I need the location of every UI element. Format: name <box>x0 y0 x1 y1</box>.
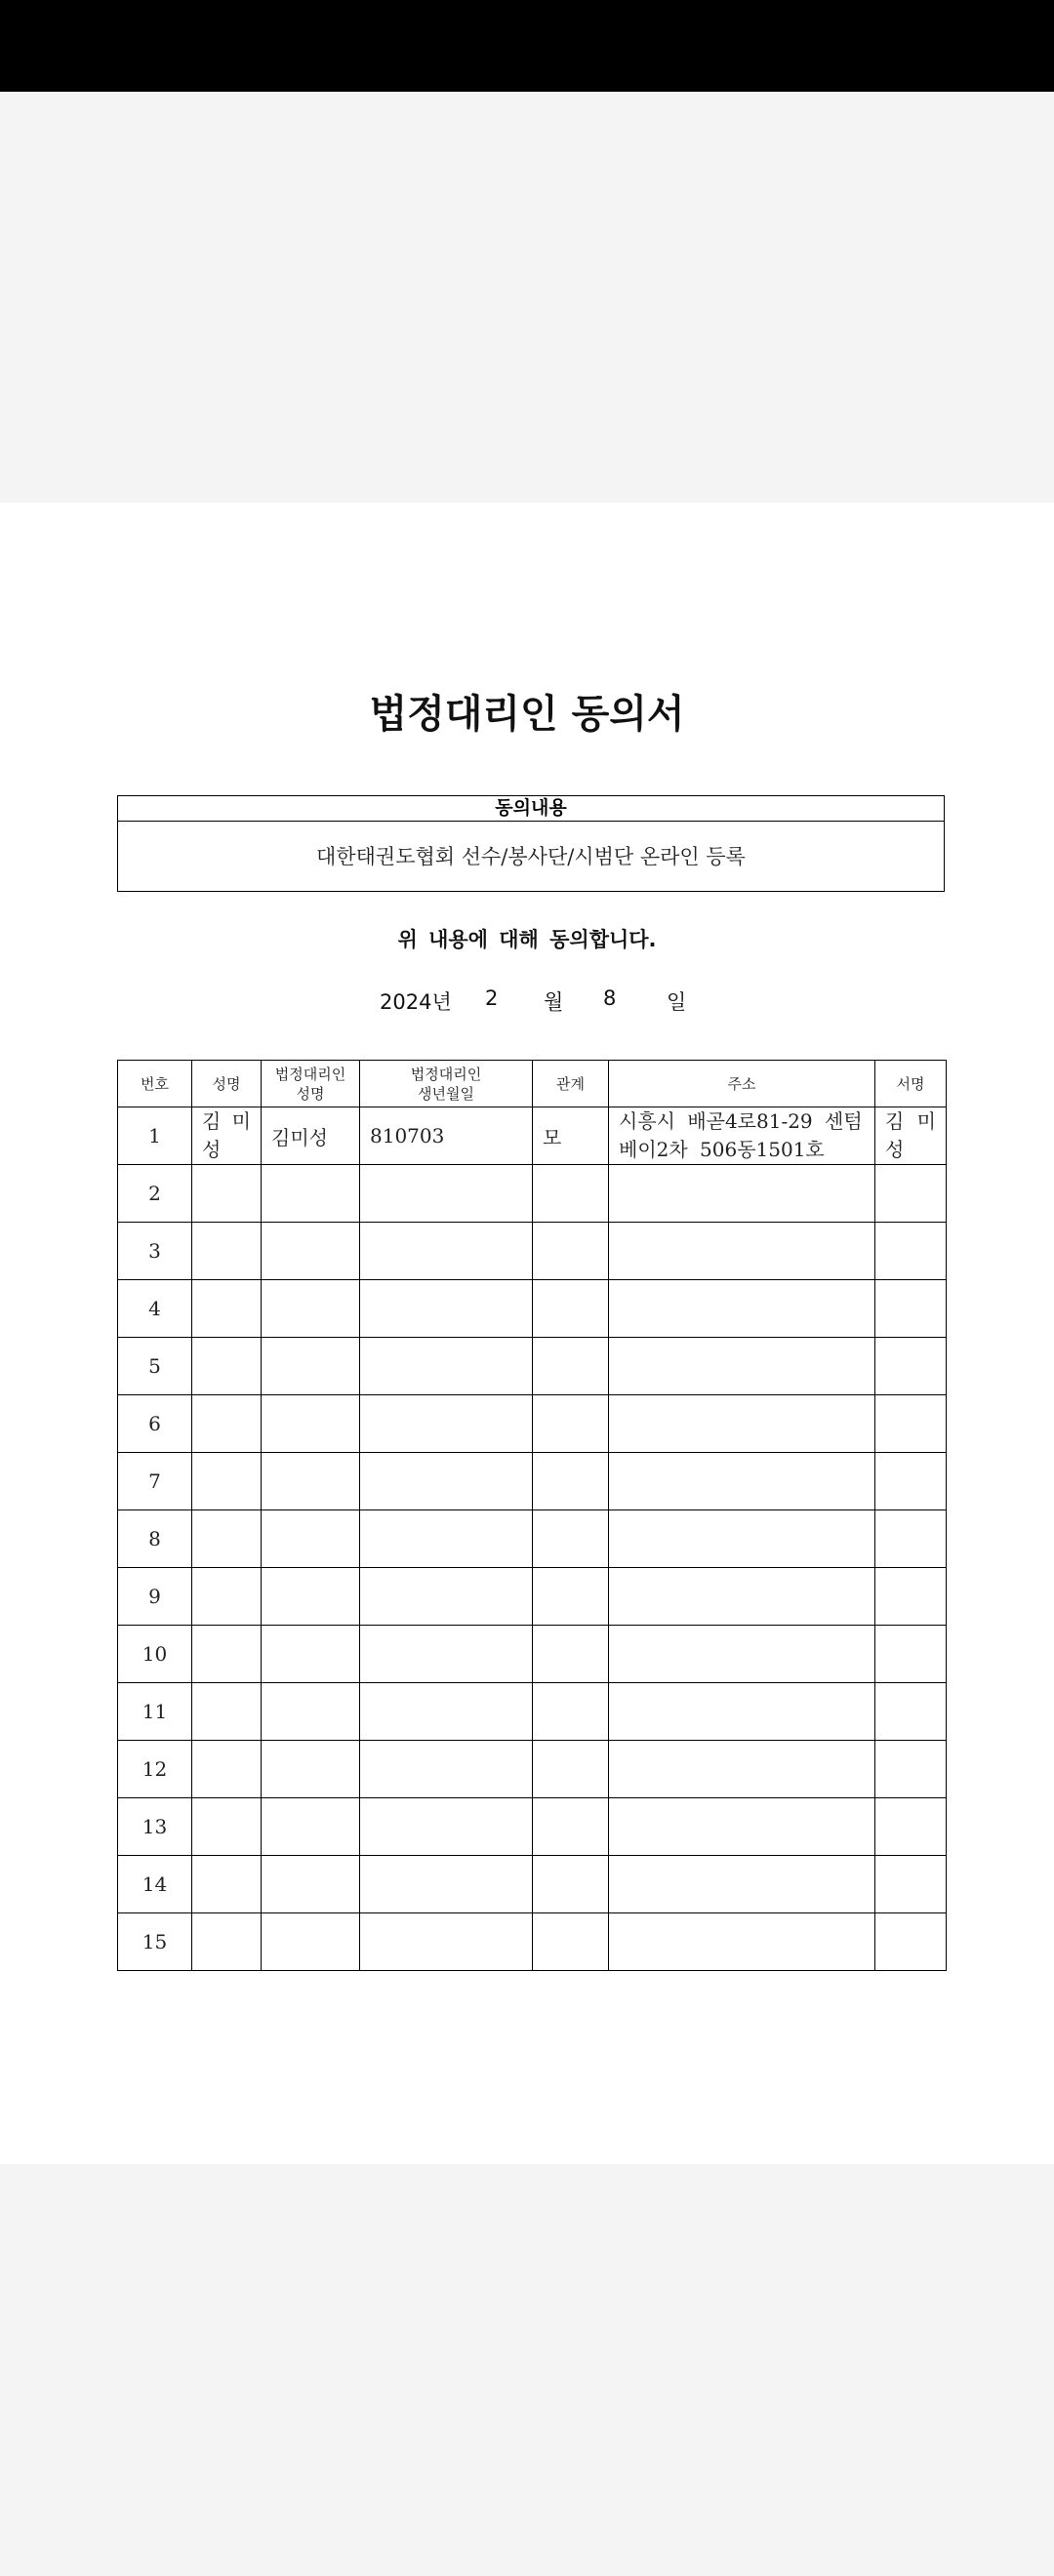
cell-address <box>609 1741 875 1798</box>
cell-name <box>192 1913 262 1971</box>
cell-relation <box>533 1798 609 1856</box>
cell-guardian-birth <box>360 1165 533 1223</box>
cell-no: 12 <box>118 1741 192 1798</box>
cell-signature <box>875 1626 947 1683</box>
cell-address <box>609 1165 875 1223</box>
cell-no: 3 <box>118 1223 192 1280</box>
header-guardian-birth-line1: 법정대리인 <box>410 1065 482 1083</box>
cell-guardian-birth <box>360 1510 533 1568</box>
cell-guardian-birth <box>360 1856 533 1913</box>
cell-name: 김 미 성 <box>192 1107 262 1165</box>
table-row <box>118 1568 947 1626</box>
header-address: 주소 <box>609 1061 875 1107</box>
cell-relation <box>533 1568 609 1626</box>
cell-guardian-birth <box>360 1453 533 1510</box>
header-guardian-birth-line2: 생년월일 <box>418 1084 474 1103</box>
table-header-row <box>118 1061 947 1107</box>
agreement-statement: 위 내용에 대해 동의합니다. <box>397 928 657 951</box>
table-row <box>118 1453 947 1510</box>
table-row <box>118 1395 947 1453</box>
cell-signature <box>875 1395 947 1453</box>
cell-relation <box>533 1338 609 1395</box>
top-bar <box>0 0 1054 92</box>
table-row <box>118 1913 947 1971</box>
cell-name <box>192 1626 262 1683</box>
cell-name <box>192 1165 262 1223</box>
cell-name <box>192 1798 262 1856</box>
cell-guardian-birth <box>360 1741 533 1798</box>
date-day: 8 <box>603 986 617 1010</box>
table-row <box>118 1107 947 1165</box>
cell-name <box>192 1568 262 1626</box>
header-guardian-name-line2: 성명 <box>296 1084 325 1103</box>
consent-box <box>117 795 945 892</box>
consent-header: 동의내용 <box>118 796 944 822</box>
cell-relation <box>533 1856 609 1913</box>
cell-no: 10 <box>118 1626 192 1683</box>
cell-relation <box>533 1165 609 1223</box>
cell-address <box>609 1453 875 1510</box>
cell-relation <box>533 1395 609 1453</box>
cell-signature <box>875 1453 947 1510</box>
cell-signature <box>875 1913 947 1971</box>
cell-signature <box>875 1280 947 1338</box>
table-body <box>118 1107 947 1971</box>
cell-guardian-name <box>262 1280 360 1338</box>
date-month-unit: 월 <box>544 990 564 1014</box>
cell-no: 4 <box>118 1280 192 1338</box>
cell-guardian-name <box>262 1798 360 1856</box>
cell-address <box>609 1223 875 1280</box>
cell-guardian-name <box>262 1683 360 1741</box>
cell-no: 7 <box>118 1453 192 1510</box>
table-row <box>118 1798 947 1856</box>
header-guardian-name <box>262 1061 360 1107</box>
cell-signature <box>875 1338 947 1395</box>
cell-no: 2 <box>118 1165 192 1223</box>
cell-relation <box>533 1741 609 1798</box>
cell-no: 14 <box>118 1856 192 1913</box>
cell-signature <box>875 1510 947 1568</box>
cell-signature <box>875 1568 947 1626</box>
cell-relation <box>533 1510 609 1568</box>
document-title: 법정대리인 동의서 <box>369 692 685 737</box>
cell-address <box>609 1510 875 1568</box>
cell-signature <box>875 1223 947 1280</box>
cell-guardian-name <box>262 1913 360 1971</box>
cell-signature <box>875 1683 947 1741</box>
header-guardian-name-line1: 법정대리인 <box>274 1065 346 1083</box>
cell-address <box>609 1856 875 1913</box>
date-month: 2 <box>485 986 499 1010</box>
cell-guardian-birth <box>360 1798 533 1856</box>
cell-guardian-birth: 810703 <box>360 1107 533 1165</box>
table-row <box>118 1741 947 1798</box>
date-day-unit: 일 <box>667 990 687 1014</box>
cell-name <box>192 1338 262 1395</box>
cell-signature <box>875 1798 947 1856</box>
cell-name <box>192 1741 262 1798</box>
cell-guardian-name <box>262 1395 360 1453</box>
cell-guardian-name <box>262 1626 360 1683</box>
cell-name <box>192 1683 262 1741</box>
cell-guardian-name <box>262 1568 360 1626</box>
cell-address <box>609 1395 875 1453</box>
cell-signature <box>875 1856 947 1913</box>
header-signature: 서명 <box>875 1061 947 1107</box>
cell-signature: 김 미 성 <box>875 1107 947 1165</box>
cell-name <box>192 1395 262 1453</box>
cell-no: 6 <box>118 1395 192 1453</box>
cell-guardian-name <box>262 1741 360 1798</box>
cell-guardian-birth <box>360 1683 533 1741</box>
cell-address <box>609 1626 875 1683</box>
date-year: 2024년 <box>380 990 452 1014</box>
cell-guardian-birth <box>360 1913 533 1971</box>
cell-no: 5 <box>118 1338 192 1395</box>
table-row <box>118 1856 947 1913</box>
header-name: 성명 <box>192 1061 262 1107</box>
cell-relation <box>533 1683 609 1741</box>
header-relation: 관계 <box>533 1061 609 1107</box>
header-guardian-birth <box>360 1061 533 1107</box>
cell-guardian-birth <box>360 1395 533 1453</box>
cell-address: 시흥시 배곧4로81-29 센텀베이2차 506동1501호 <box>609 1107 875 1165</box>
cell-relation <box>533 1223 609 1280</box>
table-row <box>118 1510 947 1568</box>
cell-guardian-birth <box>360 1280 533 1338</box>
table-row <box>118 1683 947 1741</box>
cell-guardian-name <box>262 1223 360 1280</box>
cell-name <box>192 1280 262 1338</box>
cell-name <box>192 1856 262 1913</box>
cell-no: 1 <box>118 1107 192 1165</box>
cell-no: 13 <box>118 1798 192 1856</box>
cell-guardian-birth <box>360 1338 533 1395</box>
cell-address <box>609 1280 875 1338</box>
cell-guardian-name <box>262 1453 360 1510</box>
cell-no: 11 <box>118 1683 192 1741</box>
cell-guardian-birth <box>360 1223 533 1280</box>
table-row <box>118 1338 947 1395</box>
date-line <box>0 986 1054 1016</box>
cell-address <box>609 1338 875 1395</box>
cell-guardian-name <box>262 1510 360 1568</box>
cell-relation <box>533 1280 609 1338</box>
cell-guardian-name <box>262 1338 360 1395</box>
cell-address <box>609 1798 875 1856</box>
cell-signature <box>875 1741 947 1798</box>
guardian-table <box>117 1060 947 1971</box>
table-row <box>118 1626 947 1683</box>
table-row <box>118 1280 947 1338</box>
table-row <box>118 1165 947 1223</box>
cell-relation <box>533 1453 609 1510</box>
cell-guardian-birth <box>360 1568 533 1626</box>
cell-guardian-name <box>262 1856 360 1913</box>
cell-relation <box>533 1626 609 1683</box>
table-row <box>118 1223 947 1280</box>
cell-no: 9 <box>118 1568 192 1626</box>
cell-address <box>609 1683 875 1741</box>
cell-relation: 모 <box>533 1107 609 1165</box>
cell-no: 8 <box>118 1510 192 1568</box>
cell-name <box>192 1453 262 1510</box>
cell-relation <box>533 1913 609 1971</box>
consent-body: 대한태권도협회 선수/봉사단/시범단 온라인 등록 <box>316 845 746 868</box>
cell-signature <box>875 1165 947 1223</box>
cell-guardian-name: 김미성 <box>262 1107 360 1165</box>
cell-no: 15 <box>118 1913 192 1971</box>
cell-address <box>609 1568 875 1626</box>
cell-guardian-birth <box>360 1626 533 1683</box>
cell-name <box>192 1223 262 1280</box>
header-no: 번호 <box>118 1061 192 1107</box>
cell-guardian-name <box>262 1165 360 1223</box>
cell-address <box>609 1913 875 1971</box>
cell-name <box>192 1510 262 1568</box>
